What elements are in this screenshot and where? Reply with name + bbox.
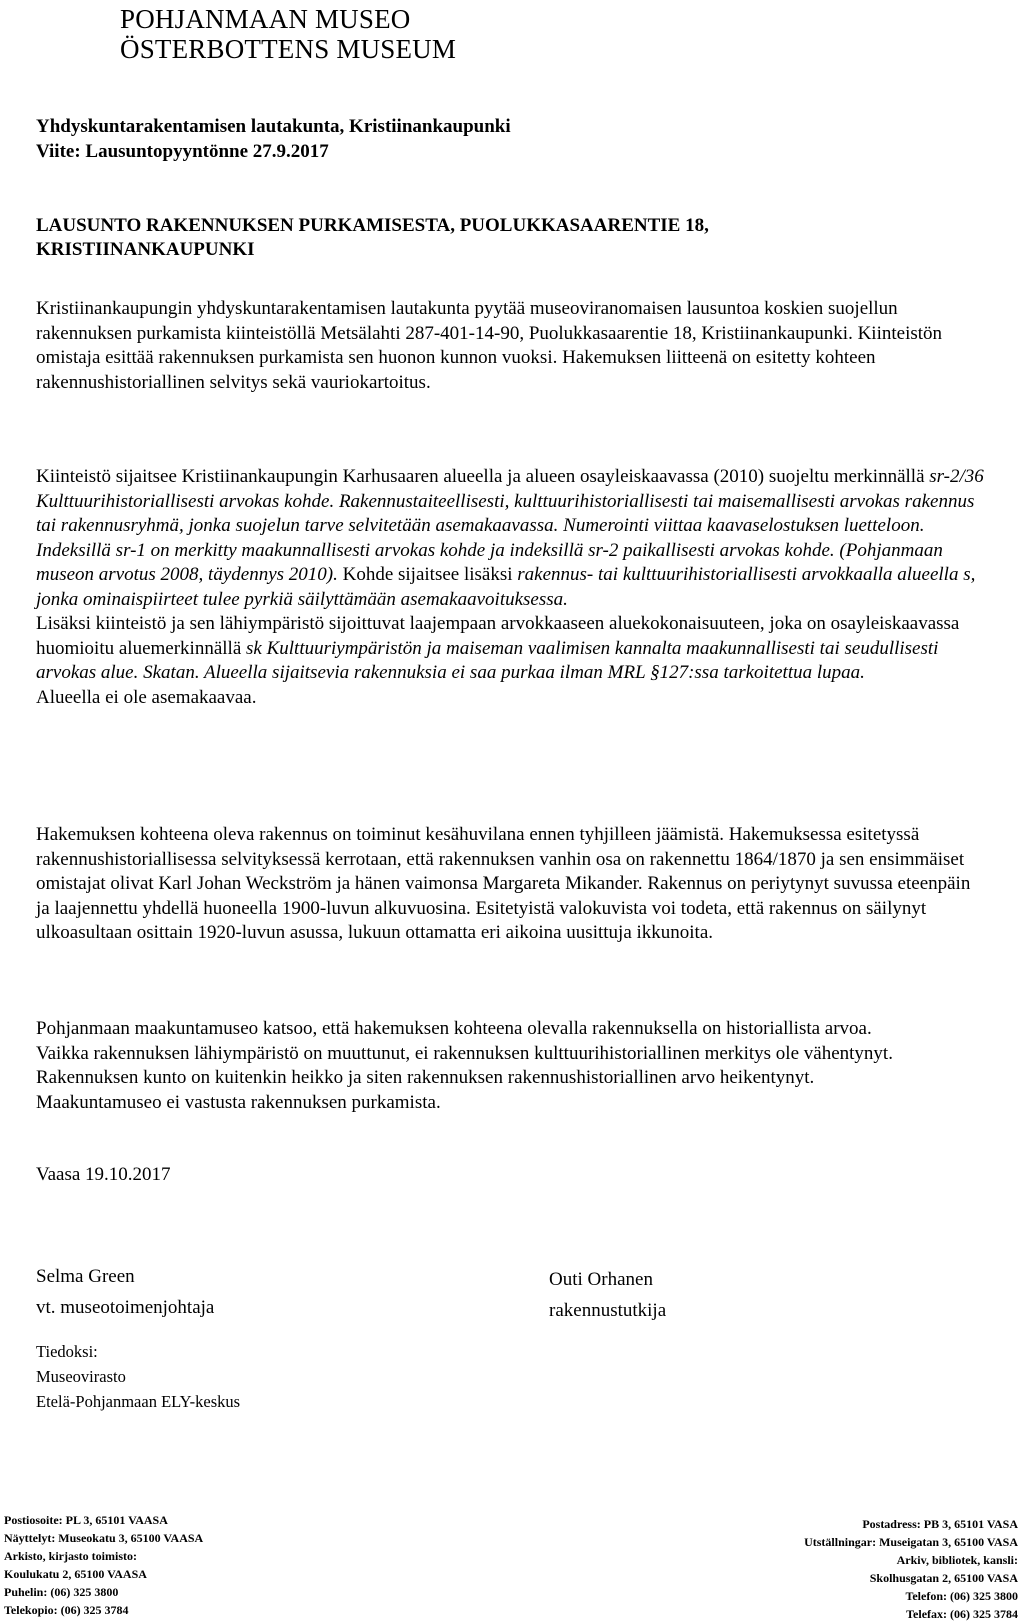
zoning-text-c: Kohde sijaitsee lisäksi [337,564,518,585]
reference-line: Viite: Lausuntopyyntönne 27.9.2017 [36,141,329,162]
cc-item: Etelä-Pohjanmaan ELY-keskus [36,1392,241,1411]
paragraph-conclusion-text-2: Rakennuksen kunto on kuitenkin heikko ja siten rakennuksen rakennushistoriallinen arvo heikentynyt. Maakuntamuseo ei vastusta rakennuksen purkamista. [36,1067,815,1113]
signature-right-title: rakennustutkija [549,1300,667,1321]
footer-sv-line: Telefax: (06) 325 3784 [906,1607,1018,1621]
footer-fi-line: Arkisto, kirjasto toimisto: [4,1549,137,1563]
footer-fi-line: Puhelin: (06) 325 3800 [4,1585,119,1599]
footer-fi-line: Postiosoite: PL 3, 65101 VAASA [4,1513,168,1527]
letterhead-fi: POHJANMAAN MUSEO [120,4,411,34]
signature-right-name: Outi Orhanen [549,1269,653,1290]
footer-sv-line: Postadress: PB 3, 65101 VASA [862,1517,1018,1531]
place-date: Vaasa 19.10.2017 [36,1164,171,1185]
zoning-text-d: rakennus- tai kulttuurihistoriallisesti arvokkaalla alueella s, jonka ominaispiirteet tulee pyrkiä säilyttämään asemakaavoituksessa. [36,564,976,610]
zoning-text-e: Lisäksi kiinteistö ja sen lähiympäristö sijoittuvat laajempaan arvokkaaseen aluekokonaisuuteen, joka on osayleiskaavassa huomioitu aluemerkinnällä [36,613,960,659]
paragraph-history [36,823,976,946]
signature-left [36,1261,214,1323]
paragraph-history-text: Hakemuksen kohteena oleva rakennus on toiminut kesähuvilana ennen tyhjilleen jäämistä. Hakemuksessa esitetyssä rakennushistoriallisessa selvityksessä kerrotaan, että rakennuksen vanhin osa on rakennettu 1864/1870 ja sen ensimmäiset omistajat olivat Karl Johan Weckström ja hänen vaimonsa Margareta Mikander. Rakennus on periytynyt suvussa eteenpäin ja laajennettu yhdellä huoneella 1900-luvun alkuvuosina. Esitetyistä valokuvista voi todeta, että rakennus on säilynyt ulkoasultaan osittain 1920-luvun asussa, lukuun ottamatta eri aikoina uusittuja ikkunoita. [36,824,971,943]
footer-sv-line: Telefon: (06) 325 3800 [905,1589,1018,1603]
paragraph-conclusion-text-1: Pohjanmaan maakuntamuseo katsoo, että hakemuksen kohteena olevalla rakennuksella on historiallista arvoa. Vaikka rakennuksen lähiympäristö on muuttunut, ei rakennuksen kulttuurihistoriallinen merkitys ole vähentynyt. [36,1018,893,1064]
cc-item: Museovirasto [36,1367,126,1386]
footer-sv-line: Skolhusgatan 2, 65100 VASA [869,1571,1018,1585]
paragraph-zoning-text-3: Alueella ei ole asemakaavaa. [36,686,257,708]
footer-fi-line: Telekopio: (06) 325 3784 [4,1603,129,1617]
recipient-line: Yhdyskuntarakentamisen lautakunta, Kristiinankaupunki [36,116,511,137]
footer-address-sv [804,1515,1018,1623]
footer-fi-line: Näyttelyt: Museokatu 3, 65100 VAASA [4,1531,204,1545]
document-title: LAUSUNTO RAKENNUKSEN PURKAMISESTA, PUOLUKKASAARENTIE 18, KRISTIINANKAUPUNKI [36,215,709,260]
letterhead-sv: ÖSTERBOTTENS MUSEUM [120,34,457,64]
footer-sv-line: Arkiv, bibliotek, kansli: [896,1553,1018,1567]
paragraph-request [36,297,966,395]
paragraph-zoning [36,465,986,710]
zoning-text-a: Kiinteistö sijaitsee Kristiinankaupungin Karhusaaren alueella ja alueen osayleiskaavassa (2010) suojeltu merkinnällä [36,466,930,487]
footer-fi-line: Koulukatu 2, 65100 VAASA [4,1567,147,1581]
zoning-text-f: sk Kulttuuriympäristön ja maiseman vaalimisen kannalta maakunnallisesti tai seudullisesti arvokas alue. Skatan. Alueella sijaitsevia rakennuksia ei saa purkaa ilman MRL §127:ssa tarkoitettua lupaa. [36,637,939,683]
paragraph-zoning-text [36,465,986,612]
signature-left-title: vt. museotoimenjohtaja [36,1297,215,1318]
paragraph-request-text: Kristiinankaupungin yhdyskuntarakentamisen lautakunta pyytää museoviranomaisen lausuntoa koskien suojellun rakennuksen purkamista kiinteistöllä Metsälahti 287-401-14-90, Puolukkasaarentie 18, Kristiinankaupunki. Kiinteistön omistaja esittää rakennuksen purkamista sen huonon kunnon vuoksi. Hakemuksen liitteenä on esitetty kohteen rakennushistoriallinen selvitys sekä vauriokartoitus. [36,298,943,393]
cc-list [36,1339,240,1414]
footer-address-fi [4,1511,203,1619]
cc-label: Tiedoksi: [36,1342,98,1361]
signature-right [549,1264,666,1326]
zoning-text-b: sr-2/36 Kulttuurihistoriallisesti arvokas kohde. Rakennustaiteellisesti, kulttuurihistoriallisesti tai maisemallisesti arvokas rakennus tai rakennusryhmä, jonka suojelun tarve selvitetään asemakaavassa. Numerointi viittaa kaavaselostuksen luetteloon. Indeksillä sr-1 on merkitty maakunnallisesti arvokas kohde ja indeksillä sr-2 paikallisesti arvokas kohde. (Pohjanmaan museon arvotus 2008, täydennys 2010). [36,466,984,585]
paragraph-conclusion [36,1017,916,1115]
signature-left-name: Selma Green [36,1266,135,1287]
footer-sv-line: Utställningar: Museigatan 3, 65100 VASA [804,1535,1018,1549]
paragraph-zoning-text-2 [36,612,986,686]
